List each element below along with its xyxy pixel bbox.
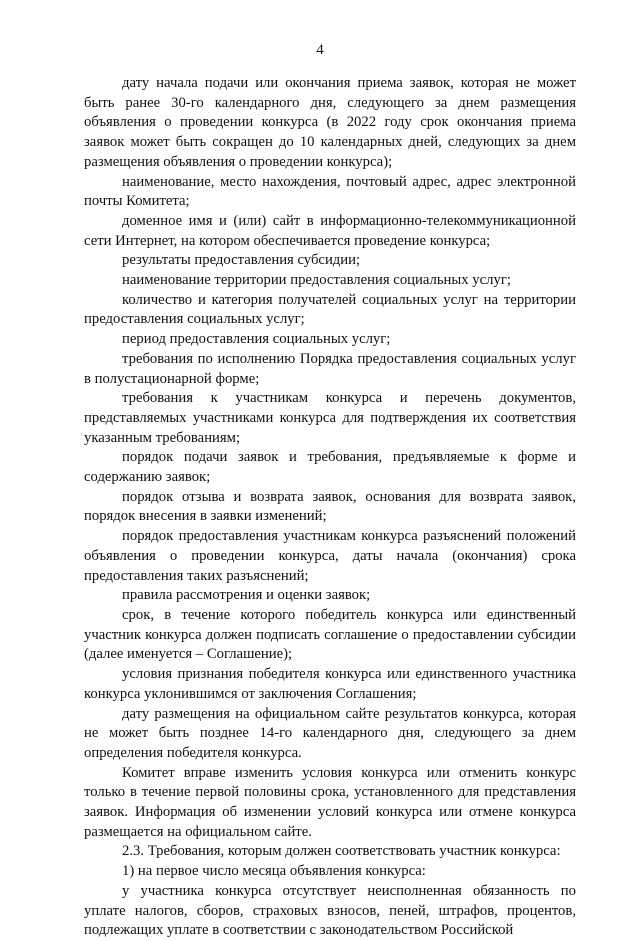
paragraph: требования по исполнению Порядка предоставления социальных услуг в полустационарной форме; — [84, 350, 576, 387]
paragraph: количество и категория получателей социальных услуг на территории предоставления социальных услуг; — [84, 291, 576, 328]
paragraph: порядок подачи заявок и требования, предъявляемые к форме и содержанию заявок; — [84, 449, 576, 486]
paragraph: порядок предоставления участникам конкурса разъяснений положений объявления о проведении конкурса, даты начала (окончания) срока предоставления таких разъяснений; — [84, 528, 576, 584]
paragraph: условия признания победителя конкурса или единственного участника конкурса уклонившимся от заключения Соглашения; — [84, 666, 576, 702]
section-heading: 2.3. Требования, которым должен соответствовать участник конкурса: — [122, 843, 561, 860]
paragraph: срок, в течение которого победитель конкурса или единственный участник конкурса должен подписать соглашение о предоставлении субсидии (далее именуется – Соглашение); — [84, 606, 576, 663]
paragraph: наименование, место нахождения, почтовый адрес, адрес электронной почты Комитета; — [84, 173, 576, 210]
paragraph: наименование территории предоставления социальных услуг; — [122, 272, 511, 289]
paragraph: дату размещения на официальном сайте результатов конкурса, которая не может быть позднее 14-го календарного дня, следующего за днем определения победителя конкурса. — [84, 705, 576, 761]
document-body — [84, 74, 576, 941]
paragraph: требования к участникам конкурса и перечень документов, представляемых участниками конкурса для подтверждения их соответствия указанным требованиям; — [84, 390, 576, 446]
paragraph: результаты предоставления субсидии; — [122, 252, 361, 269]
paragraph: Комитет вправе изменить условия конкурса или отменить конкурс только в течение первой половины срока, установленного для представления заявок. Информация об изменении условий конкурса или отмене конкурса размещается на официальном сайте. — [84, 764, 576, 840]
paragraph: 1) на первое число месяца объявления конкурса: — [122, 863, 426, 880]
paragraph: у участника конкурса отсутствует неисполненная обязанность по уплате налогов, сборов, страховых взносов, пеней, штрафов, процентов, подлежащих уплате в соответствии с законодательством Российской — [84, 882, 576, 939]
paragraph: период предоставления социальных услуг; — [122, 331, 391, 348]
paragraph: правила рассмотрения и оценки заявок; — [122, 587, 371, 604]
page-number: 4 — [316, 42, 324, 58]
paragraph: дату начала подачи или окончания приема заявок, которая не может быть ранее 30-го календарного дня, следующего за днем размещения объявления о проведении конкурса (в 2022 году срок окончания приема заявок может быть сокращен до 10 календарных дней, следующих за днем размещения объявления о проведении конкурса); — [84, 75, 576, 170]
paragraph: порядок отзыва и возврата заявок, основания для возврата заявок, порядок внесения в заявки изменений; — [84, 488, 576, 525]
paragraph: доменное имя и (или) сайт в информационно-телекоммуникационной сети Интернет, на котором обеспечивается проведение конкурса; — [84, 212, 576, 249]
